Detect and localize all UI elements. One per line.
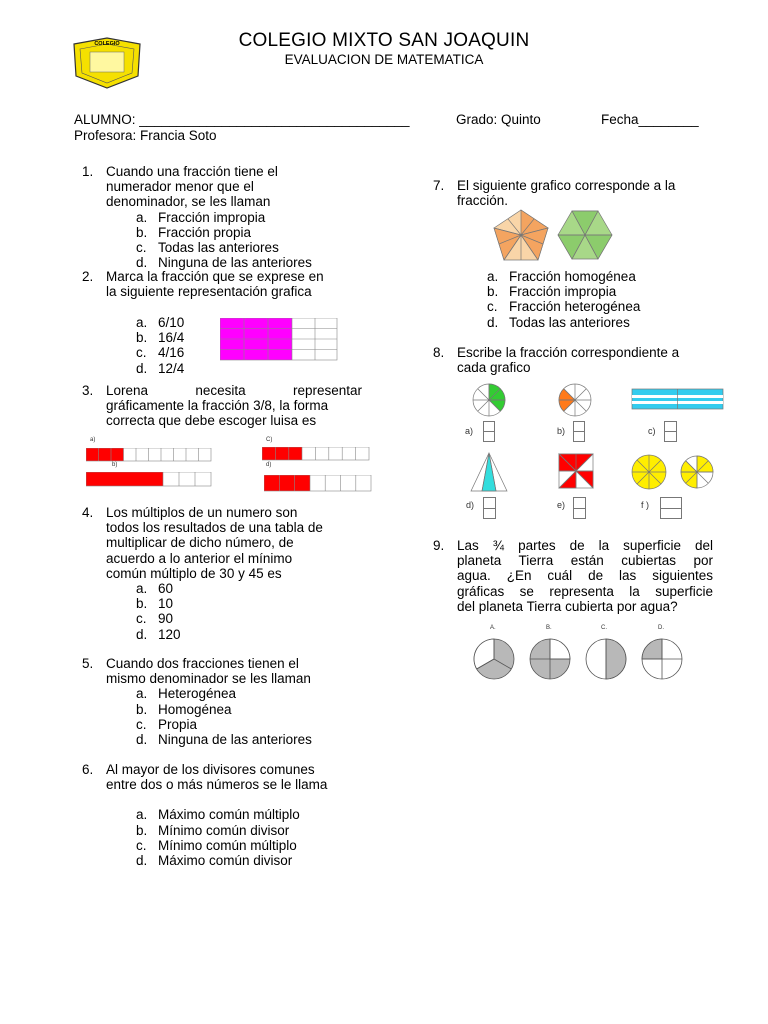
question-text: Cuando una fracción tiene el numerador menor que el denominador, se les llaman xyxy=(106,164,278,210)
option[interactable]: c. Propia xyxy=(136,716,198,732)
question-4 xyxy=(82,505,372,642)
option[interactable]: c. 4/16 xyxy=(136,345,185,361)
fecha-field[interactable]: Fecha________ xyxy=(601,112,699,127)
question-text: Cuando dos fracciones tienen el mismo denominador se les llaman xyxy=(106,656,311,687)
question-text: Lorena necesita representar gráficamente la fracción 3/8, la forma correcta que debe escoger luisa es xyxy=(106,383,362,429)
answer-label-c: c) xyxy=(648,426,656,436)
option[interactable]: d. Ninguna de las anteriores xyxy=(136,255,312,271)
circle-label-c: C. xyxy=(601,625,607,631)
option[interactable]: a. 6/10 xyxy=(136,315,185,330)
answer-label-a: a) xyxy=(465,426,474,436)
question-1 xyxy=(82,164,372,270)
question-number: 3. xyxy=(82,383,94,398)
option[interactable]: c. Fracción heterogénea xyxy=(487,299,641,315)
bar-option-c xyxy=(262,447,370,461)
question-8 xyxy=(433,345,723,375)
option[interactable]: c. Todas las anteriores xyxy=(136,240,279,256)
option[interactable]: d. Todas las anteriores xyxy=(487,314,630,330)
option[interactable]: a. Fracción impropia xyxy=(136,209,266,225)
question-number: 1. xyxy=(82,164,94,179)
option[interactable]: a. Heterogénea xyxy=(136,686,237,702)
earth-water-circles xyxy=(470,637,716,683)
question-2 xyxy=(82,269,372,299)
question-number: 5. xyxy=(82,656,94,671)
option-label-b: b) xyxy=(112,462,118,468)
option[interactable]: b. 10 xyxy=(136,596,174,612)
question-9 xyxy=(433,538,713,614)
option[interactable]: d. Máximo común divisor xyxy=(136,853,293,869)
circle-label-b: B. xyxy=(546,625,552,631)
question-7-options xyxy=(433,269,723,330)
profesora-label: Profesora: Francia Soto xyxy=(74,128,217,143)
answer-box-a[interactable] xyxy=(483,421,495,442)
question-text: Escribe la fracción correspondiente a cada grafico xyxy=(457,345,680,376)
question-7 xyxy=(433,178,723,208)
option[interactable]: a. 60 xyxy=(136,581,174,597)
answer-box-b[interactable] xyxy=(573,421,585,442)
answer-box-f[interactable] xyxy=(660,497,682,519)
question-number: 6. xyxy=(82,762,94,777)
question-number: 8. xyxy=(433,345,445,360)
option[interactable]: c. 90 xyxy=(136,611,174,627)
question-2-options xyxy=(82,315,222,376)
answer-label-e: e) xyxy=(557,500,566,510)
answer-label-b: b) xyxy=(557,426,566,436)
bar-option-d xyxy=(264,475,372,492)
question-5 xyxy=(82,656,372,747)
school-name: COLEGIO MIXTO SAN JOAQUIN xyxy=(238,30,530,51)
option[interactable]: b. Fracción propia xyxy=(136,224,252,240)
fraction-grid-figure xyxy=(220,318,338,361)
option-label-a: a) xyxy=(90,437,96,443)
option[interactable]: d. 12/4 xyxy=(136,360,185,376)
option[interactable]: b. Fracción impropia xyxy=(487,284,617,300)
question-number: 9. xyxy=(433,538,445,553)
option[interactable]: a. Máximo común múltiplo xyxy=(136,807,300,823)
question-text: Las ¾ partes de la superficie del planeta Tierra están cubiertas por agua. ¿En cuál de las siguientes gráficas se representa la superficie del planeta Tierra cubierta por agua? xyxy=(457,538,713,614)
answer-box-c[interactable] xyxy=(664,421,677,442)
option-label-c: C) xyxy=(266,437,273,443)
option[interactable]: b. 16/4 xyxy=(136,330,185,346)
circle-label-a: A. xyxy=(490,625,496,631)
question-3 xyxy=(82,383,362,429)
answer-box-e[interactable] xyxy=(573,497,586,519)
grado-field: Grado: Quinto xyxy=(456,112,541,127)
option[interactable]: b. Homogénea xyxy=(136,701,232,717)
question-text: Marca la fracción que se exprese en la siguiente representación grafica xyxy=(106,269,324,300)
bar-option-b xyxy=(86,472,212,487)
question-number: 4. xyxy=(82,505,94,520)
question-text: El siguiente grafico corresponde a la fracción. xyxy=(457,178,676,209)
bar-option-a xyxy=(86,448,212,462)
option[interactable]: a. Fracción homogénea xyxy=(487,269,636,284)
answer-box-d[interactable] xyxy=(483,497,496,519)
question-text: Al mayor de los divisores comunes entre dos o más números se le llama xyxy=(106,762,328,793)
answer-label-d: d) xyxy=(466,500,475,510)
circle-label-d: D. xyxy=(658,625,664,631)
option[interactable]: d. Ninguna de las anteriores xyxy=(136,732,312,748)
answer-label-f: f ) xyxy=(641,500,649,510)
exam-title: EVALUACION DE MATEMATICA xyxy=(284,52,484,67)
pentagon-hexagon-figure xyxy=(492,208,618,262)
question-number: 2. xyxy=(82,269,94,284)
question-6 xyxy=(82,762,372,868)
option-label-d: d) xyxy=(266,462,272,468)
option[interactable]: d. 120 xyxy=(136,626,181,642)
option[interactable]: b. Mínimo común divisor xyxy=(136,822,290,838)
option[interactable]: c. Mínimo común múltiplo xyxy=(136,837,297,853)
question-text: Los múltiplos de un numero son todos los resultados de una tabla de multiplicar de dicho número, de acuerdo a lo anterior el mínimo común múltiplo de 30 y 45 es xyxy=(106,505,323,581)
alumno-field[interactable]: ALUMNO: ____________________________________ xyxy=(74,112,410,127)
fraction-figures-grid xyxy=(460,383,728,523)
question-number: 7. xyxy=(433,178,445,193)
svg-text:COLEGIO: COLEGIO xyxy=(94,41,120,47)
